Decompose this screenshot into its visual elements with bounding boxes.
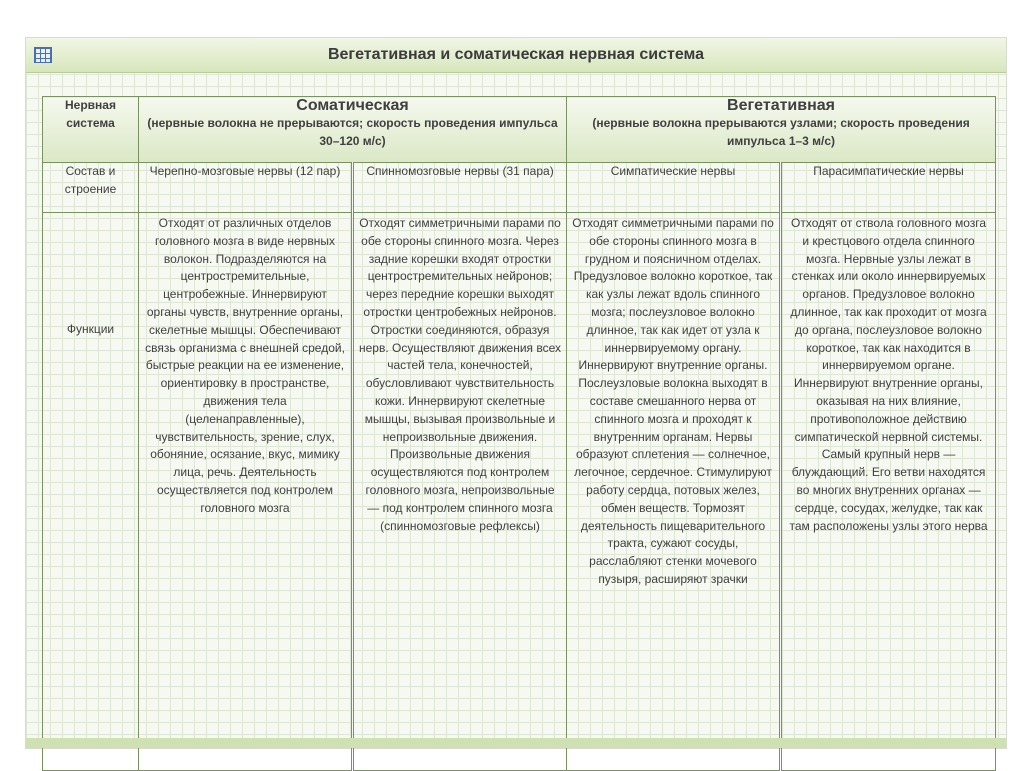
document-page — [26, 38, 1006, 748]
structure-label: Состав и строение — [43, 163, 139, 213]
functions-spinal-cell — [353, 213, 567, 771]
structure-spinal: Спинномозговые нервы (31 пара) — [353, 163, 567, 213]
title-bar — [26, 38, 1006, 73]
functions-row — [43, 213, 996, 771]
header-somatic — [139, 97, 567, 163]
functions-parasympathetic-cell — [781, 213, 996, 771]
structure-cranial: Черепно-мозговые нервы (12 пар) — [139, 163, 353, 213]
header-vegetative-title: Вегетативная — [727, 97, 835, 114]
nervous-system-table — [42, 96, 996, 771]
structure-row — [43, 163, 996, 213]
structure-parasympathetic: Парасимпатические нервы — [781, 163, 996, 213]
bottom-band — [26, 738, 1006, 748]
functions-cranial-cell — [139, 213, 353, 771]
header-vegetative — [567, 97, 996, 163]
functions-label: Функции — [43, 213, 139, 771]
header-somatic-subtitle: (нервные волокна не прерываются; скорость проведения импульса 30–120 м/с) — [147, 115, 558, 148]
page-title: Вегетативная и соматическая нервная система — [327, 46, 705, 63]
functions-sympathetic: Отходят симметричными парами по обе стороны спинного мозга в грудном и поясничном отделах. Предузловое волокно короткое, так как узлы лежат вдоль спинного мозга; послеузловое волокно длинное, так как идет от узла к иннервируемому органу. Иннервируют внутренние органы. Послеузловые волокна выходят в составе смешанного нерва от спинного мозга и проходят к внутренним органам. Нервы образуют сплетения — солнечное, легочное, сердечное. Стимулируют работу сердца, потовых желез, обмен веществ. Тормозят деятельность пищеварительного тракта, сужают сосуды, расслабляют стенки мочевого пузыря, расширяют зрачки — [572, 216, 774, 586]
functions-spinal: Отходят симметричными парами по обе стороны спинного мозга. Через задние корешки входят отростки центростремительных нейронов; через передние корешки выходят отростки центробежных нейронов. Отростки соединяются, образуя нерв. Осуществляют движения всех частей тела, конечностей, обусловливают чувствительность кожи. Иннервируют скелетные мышцы, вызывая произвольные и непроизвольные движения. Произвольные движения осуществляются под контролем головного мозга, непроизвольные — под контролем спинного мозга (спинномозговые рефлексы) — [358, 216, 562, 533]
functions-cranial: Отходят от различных отделов головного мозга в виде нервных волокон. Подразделяются на центростремительные, центробежные. Иннервируют органы чувств, внутренние органы, скелетные мышцы. Обеспечивают связь организма с внешней средой, быстрые реакции на ее изменение, ориентировку в пространстве, движения тела (целенаправленные), чувствительность, зрение, слух, обоняние, осязание, вкус, мимику лица, речь. Деятельность осуществляется под контролем головного мозга — [145, 216, 345, 515]
header-system: Нервная система — [43, 97, 139, 163]
functions-parasympathetic: Отходят от ствола головного мозга и крестцового отдела спинного мозга. Нервные узлы лежат в стенках или около иннервируемых органов. Предузловое волокно длинное, так как проходит от мозга до органа, послеузловое волокно короткое, так как находится в иннервируемом органе. Иннервируют внутренние органы, оказывая на них влияние, противоположное действию симпатической нервной системы. Самый крупный нерв — блуждающий. Его ветви находятся во многих внутренних органах — сердце, сосудах, желудке, так как там расположены узлы этого нерва — [789, 216, 988, 533]
header-vegetative-subtitle: (нервные волокна прерываются узлами; скорость проведения импульса 1–3 м/с) — [592, 115, 970, 148]
structure-sympathetic: Симпатические нервы — [567, 163, 781, 213]
header-somatic-title: Соматическая — [296, 97, 409, 114]
header-row — [43, 97, 996, 163]
functions-sympathetic-cell — [567, 213, 781, 771]
